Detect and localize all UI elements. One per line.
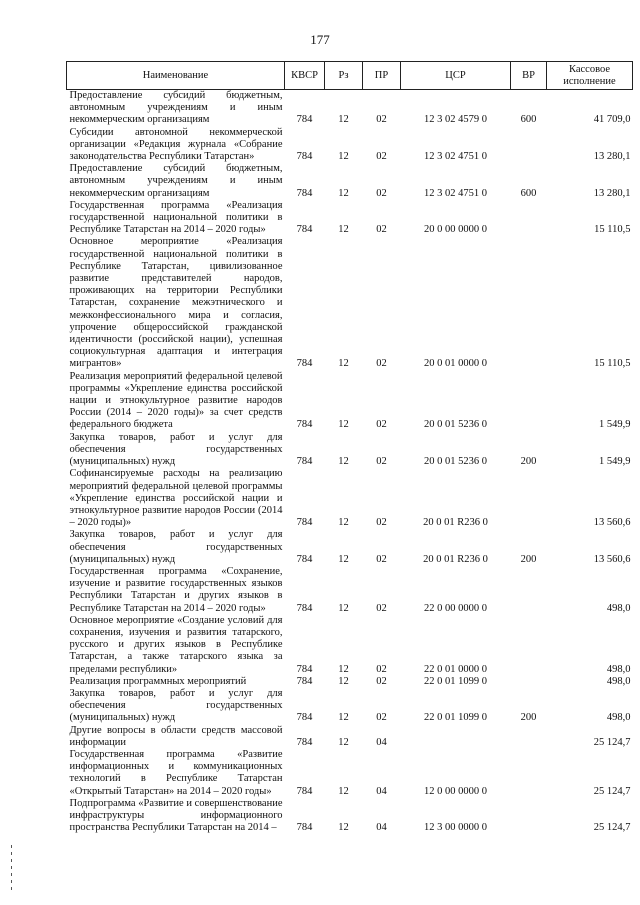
cell-vr [511,566,547,615]
cell-csr: 20 0 01 5236 0 [424,419,487,431]
cell-kvsr: 784 [296,151,313,163]
cell-kvsr: 784 [296,822,313,834]
cell-csr: 12 0 00 0000 0 [424,785,487,797]
cell-csr: 22 0 01 1099 0 [424,675,487,687]
cell-pr: 02 [376,151,387,163]
cell-vr [511,371,547,432]
cell-pr: 02 [376,187,387,199]
cell-rz: 12 [338,187,349,199]
cell-kvsr: 784 [296,114,313,126]
header-pr: ПР [363,62,401,90]
cell-amount: 41 709,0 [593,114,631,126]
cell-vr [511,468,547,529]
cell-rz: 12 [338,224,349,236]
cell-name: Государственная программа «Сохранение, изучение и развитие государственных языков Республики Татарстан и других языков в Республике Татарстан на 2014 – 2020 годы» [69,565,283,614]
cell-pr: 02 [376,358,387,370]
table-row [67,615,633,676]
cell-pr: 02 [376,602,387,614]
cell-vr [511,200,547,237]
table-row [67,200,633,237]
cell-name: Государственная программа «Реализация государственной национальной политики в Республике Татарстан на 2014 – 2020 годы» [69,199,283,236]
cell-csr: 22 0 01 0000 0 [424,663,487,675]
cell-vr [511,676,547,688]
cell-pr: 04 [376,736,387,748]
cell-amount: 25 124,7 [593,785,631,797]
cell-rz: 12 [338,456,349,468]
table-row [67,749,633,798]
cell-kvsr: 784 [296,419,313,431]
cell-csr: 12 3 00 0000 0 [424,822,487,834]
cell-name: Предоставление субсидий бюджетным, автономным учреждениям и иным некоммерческим организациям [69,90,283,126]
cell-rz: 12 [338,553,349,565]
cell-vr [511,749,547,798]
cell-amount: 25 124,7 [593,736,631,748]
cell-csr: 22 0 01 1099 0 [424,712,487,724]
cell-rz: 12 [338,151,349,163]
cell-amount: 498,0 [606,602,631,614]
cell-name: Закупка товаров, работ и услуг для обеспечения государственных (муниципальных) нужд [69,687,283,724]
cell-name: Субсидии автономной некоммерческой организации «Редакция журнала «Собрание законодательства Республики Татарстан» [69,126,283,163]
cell-pr: 02 [376,663,387,675]
cell-name: Подпрограмма «Развитие и совершенствование инфраструктуры информационного пространства Республики Татарстан на 2014 – [69,797,283,834]
header-amount: Кассовое исполнение [547,62,633,90]
table-header-row [67,62,633,90]
cell-amount: 498,0 [606,675,631,687]
scan-margin-marks [10,845,14,900]
cell-kvsr: 784 [296,224,313,236]
cell-vr: 200 [520,456,537,468]
cell-amount: 498,0 [606,663,631,675]
cell-amount: 13 280,1 [593,151,631,163]
header-rz: Рз [325,62,363,90]
cell-kvsr: 784 [296,712,313,724]
cell-rz: 12 [338,785,349,797]
cell-vr [511,236,547,370]
table-row [67,127,633,164]
cell-pr: 02 [376,712,387,724]
cell-vr [511,127,547,164]
header-name: Наименование [67,62,285,90]
table-row [67,468,633,529]
cell-kvsr: 784 [296,517,313,529]
cell-csr: 20 0 01 R236 0 [423,517,488,529]
header-vr: ВР [511,62,547,90]
cell-amount: 13 280,1 [593,187,631,199]
cell-kvsr: 784 [296,187,313,199]
cell-name: Предоставление субсидий бюджетным, автономным учреждениям и иным некоммерческим организациям [69,163,283,199]
cell-amount: 15 110,5 [594,358,631,370]
table-row [67,688,633,725]
cell-rz: 12 [338,663,349,675]
cell-csr: 20 0 01 R236 0 [423,553,488,565]
cell-name: Государственная программа «Развитие информационных и коммуникационных технологий в Республике Татарстан «Открытый Татарстан» на 2014 – 2020 годы» [69,748,283,797]
cell-csr: 12 3 02 4751 0 [424,151,487,163]
header-csr: ЦСР [401,62,511,90]
cell-pr: 04 [376,785,387,797]
table-row [67,163,633,200]
cell-kvsr: 784 [296,675,313,687]
cell-kvsr: 784 [296,358,313,370]
cell-rz: 12 [338,675,349,687]
table-row [67,566,633,615]
table-row [67,529,633,566]
cell-pr: 02 [376,517,387,529]
table-row [67,432,633,469]
cell-kvsr: 784 [296,736,313,748]
cell-pr: 02 [376,456,387,468]
cell-kvsr: 784 [296,456,313,468]
cell-csr: 20 0 00 0000 0 [424,224,487,236]
page-number: 177 [310,32,330,47]
cell-kvsr: 784 [296,663,313,675]
table-row [67,798,633,835]
cell-vr: 600 [520,114,537,126]
cell-csr [401,725,511,749]
header-kvsr: КВСР [285,62,325,90]
cell-csr: 12 3 02 4579 0 [424,114,487,126]
cell-rz: 12 [338,712,349,724]
cell-pr: 02 [376,114,387,126]
cell-csr: 20 0 01 0000 0 [424,358,487,370]
cell-pr: 02 [376,224,387,236]
cell-vr: 200 [520,553,537,565]
cell-name: Другие вопросы в области средств массовой информации [69,724,283,748]
cell-pr: 02 [376,675,387,687]
cell-vr: 600 [520,187,537,199]
table-row [67,725,633,749]
cell-rz: 12 [338,358,349,370]
cell-name: Основное мероприятие «Реализация государственной национальной политики в Республике Татарстан, цивилизованное развитие представителей народов, проживающих на территории Республики Татарстан, сохранение межэтнического и межконфессионального мира и согласия, упрочение общероссийской гражданской идентичности (российской нации), успешная социокультурная адаптация и интеграция мигрантов» [69,236,283,370]
cell-name: Закупка товаров, работ и услуг для обеспечения государственных (муниципальных) нужд [69,431,283,468]
budget-table [66,61,633,834]
cell-name: Основное мероприятие «Создание условий для сохранения, изучения и развития татарского, русского и других языков в Республике Татарстан, а также татарского языка за пределами республики» [69,614,283,675]
cell-rz: 12 [338,736,349,748]
cell-amount: 15 110,5 [594,224,631,236]
cell-vr: 200 [520,712,537,724]
cell-kvsr: 784 [296,602,313,614]
cell-vr [511,798,547,835]
cell-amount: 1 549,9 [599,419,631,431]
cell-csr: 20 0 01 5236 0 [424,456,487,468]
table-body [67,90,633,835]
cell-vr [511,725,547,749]
cell-pr: 02 [376,553,387,565]
cell-rz: 12 [338,517,349,529]
cell-amount: 1 549,9 [599,456,631,468]
cell-csr: 12 3 02 4751 0 [424,187,487,199]
cell-amount: 498,0 [606,712,631,724]
table-row [67,676,633,688]
cell-name: Закупка товаров, работ и услуг для обеспечения государственных (муниципальных) нужд [69,529,283,565]
cell-pr: 04 [376,822,387,834]
table-row [67,371,633,432]
cell-rz: 12 [338,602,349,614]
table-row [67,236,633,370]
cell-rz: 12 [338,822,349,834]
cell-vr [511,615,547,676]
cell-name: Реализация мероприятий федеральной целевой программы «Укрепление единства российской нации и этнокультурное развитие народов России (2014 – 2020 годы)» за счет средств федерального бюджета [69,370,283,431]
cell-amount: 13 560,6 [593,517,631,529]
cell-name: Реализация программных мероприятий [69,675,247,687]
cell-csr: 22 0 00 0000 0 [424,602,487,614]
cell-amount: 13 560,6 [593,553,631,565]
cell-name: Софинансируемые расходы на реализацию мероприятий федеральной целевой программы «Укрепление единства российской нации и этнокультурное развитие народов России (2014 – 2020 годы)» [69,468,283,529]
cell-rz: 12 [338,114,349,126]
cell-kvsr: 784 [296,553,313,565]
table-row [67,90,633,127]
cell-pr: 02 [376,419,387,431]
cell-rz: 12 [338,419,349,431]
cell-kvsr: 784 [296,785,313,797]
cell-amount: 25 124,7 [593,822,631,834]
